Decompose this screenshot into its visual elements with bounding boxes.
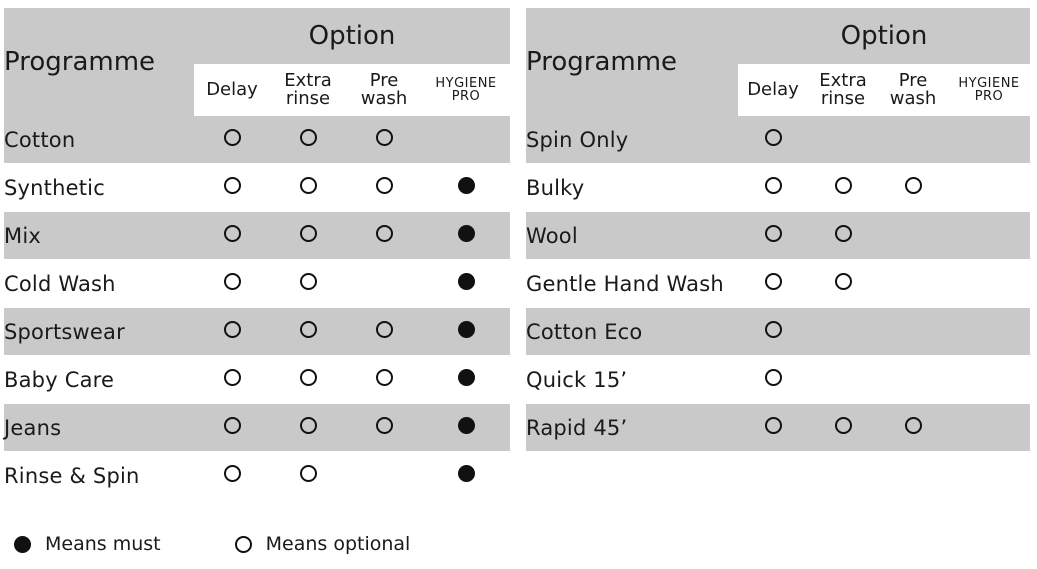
cell-extra-rinse	[270, 404, 346, 452]
open-circle-icon	[765, 177, 782, 194]
cell-extra-rinse	[270, 116, 346, 164]
cell-pre-wash	[878, 356, 948, 404]
open-circle-icon	[376, 129, 393, 146]
cell-pre-wash	[346, 116, 422, 164]
filled-circle-icon	[14, 536, 31, 553]
cell-delay	[194, 308, 270, 356]
programme-name: Spin Only	[526, 116, 738, 164]
cell-pre-wash	[346, 452, 422, 500]
cell-extra-rinse	[808, 356, 878, 404]
cell-delay	[194, 212, 270, 260]
cell-delay	[194, 404, 270, 452]
programme-name: Sportswear	[4, 308, 194, 356]
table-row	[4, 452, 510, 500]
cell-pre-wash	[346, 164, 422, 212]
table-row	[4, 404, 510, 452]
open-circle-icon	[300, 225, 317, 242]
table-row	[526, 212, 1030, 260]
cell-hygiene-pro	[422, 260, 510, 308]
legend-optional-label: Means optional	[265, 533, 411, 555]
table-row	[4, 308, 510, 356]
programme-name: Quick 15’	[526, 356, 738, 404]
programme-name: Cold Wash	[4, 260, 194, 308]
open-circle-icon	[224, 417, 241, 434]
legend-must-label: Means must	[45, 533, 161, 555]
table-row	[4, 164, 510, 212]
cell-extra-rinse	[270, 356, 346, 404]
cell-hygiene-pro	[948, 212, 1030, 260]
open-circle-icon	[235, 536, 252, 553]
open-circle-icon	[376, 417, 393, 434]
cell-pre-wash	[878, 164, 948, 212]
cell-extra-rinse	[808, 404, 878, 452]
option-header-extra-rinse: Extra rinse	[808, 64, 878, 116]
cell-delay	[194, 116, 270, 164]
open-circle-icon	[224, 465, 241, 482]
open-circle-icon	[224, 273, 241, 290]
cell-delay	[194, 164, 270, 212]
cell-delay	[738, 308, 808, 356]
table-row	[526, 260, 1030, 308]
open-circle-icon	[300, 321, 317, 338]
table-row	[4, 356, 510, 404]
filled-circle-icon	[458, 225, 475, 242]
open-circle-icon	[300, 177, 317, 194]
cell-extra-rinse	[808, 260, 878, 308]
open-circle-icon	[224, 321, 241, 338]
table-row	[526, 404, 1030, 452]
cell-delay	[738, 212, 808, 260]
filled-circle-icon	[458, 273, 475, 290]
cell-extra-rinse	[270, 452, 346, 500]
cell-pre-wash	[878, 308, 948, 356]
table-row	[4, 212, 510, 260]
cell-delay	[738, 164, 808, 212]
filled-circle-icon	[458, 177, 475, 194]
cell-hygiene-pro	[422, 356, 510, 404]
open-circle-icon	[224, 369, 241, 386]
open-circle-icon	[765, 321, 782, 338]
cell-extra-rinse	[808, 212, 878, 260]
open-circle-icon	[300, 273, 317, 290]
legend-must	[14, 533, 161, 555]
cell-hygiene-pro	[948, 308, 1030, 356]
open-circle-icon	[765, 225, 782, 242]
cell-extra-rinse	[270, 164, 346, 212]
table-header-top	[526, 8, 1030, 64]
programme-name: Jeans	[4, 404, 194, 452]
cell-hygiene-pro	[422, 116, 510, 164]
filled-circle-icon	[458, 321, 475, 338]
open-circle-icon	[765, 417, 782, 434]
left-programme-table	[4, 8, 510, 500]
cell-extra-rinse	[808, 116, 878, 164]
programme-name: Cotton Eco	[526, 308, 738, 356]
cell-delay	[194, 452, 270, 500]
open-circle-icon	[376, 369, 393, 386]
open-circle-icon	[835, 177, 852, 194]
programme-name: Cotton	[4, 116, 194, 164]
option-header-delay: Delay	[738, 64, 808, 116]
cell-pre-wash	[878, 404, 948, 452]
cell-hygiene-pro	[948, 164, 1030, 212]
cell-hygiene-pro	[422, 212, 510, 260]
open-circle-icon	[835, 225, 852, 242]
cell-hygiene-pro	[422, 164, 510, 212]
cell-pre-wash	[346, 404, 422, 452]
option-header-hygiene-pro: HYGIENE PRO	[422, 64, 510, 116]
cell-delay	[194, 356, 270, 404]
programme-name: Gentle Hand Wash	[526, 260, 738, 308]
option-header-pre-wash: Pre wash	[878, 64, 948, 116]
header-option: Option	[738, 8, 1030, 64]
open-circle-icon	[224, 225, 241, 242]
legend-optional	[235, 533, 411, 555]
table-row	[526, 308, 1030, 356]
cell-delay	[194, 260, 270, 308]
open-circle-icon	[300, 465, 317, 482]
open-circle-icon	[376, 321, 393, 338]
cell-hygiene-pro	[948, 356, 1030, 404]
legend	[14, 533, 410, 555]
right-programme-table	[526, 8, 1030, 452]
programme-name: Mix	[4, 212, 194, 260]
filled-circle-icon	[458, 465, 475, 482]
programme-name: Rinse & Spin	[4, 452, 194, 500]
cell-extra-rinse	[808, 164, 878, 212]
open-circle-icon	[300, 417, 317, 434]
open-circle-icon	[300, 129, 317, 146]
cell-pre-wash	[878, 116, 948, 164]
cell-pre-wash	[346, 212, 422, 260]
open-circle-icon	[835, 417, 852, 434]
open-circle-icon	[765, 369, 782, 386]
programme-name: Wool	[526, 212, 738, 260]
table-row	[526, 164, 1030, 212]
right-table-body	[526, 8, 1030, 452]
cell-delay	[738, 260, 808, 308]
cell-hygiene-pro	[948, 260, 1030, 308]
cell-extra-rinse	[270, 212, 346, 260]
table-row	[4, 260, 510, 308]
cell-delay	[738, 356, 808, 404]
cell-pre-wash	[878, 212, 948, 260]
option-header-hygiene-pro: HYGIENE PRO	[948, 64, 1030, 116]
open-circle-icon	[300, 369, 317, 386]
open-circle-icon	[376, 177, 393, 194]
cell-extra-rinse	[270, 260, 346, 308]
left-table-body	[4, 8, 510, 500]
header-programme: Programme	[526, 8, 738, 116]
open-circle-icon	[765, 273, 782, 290]
cell-hygiene-pro	[422, 404, 510, 452]
cell-hygiene-pro	[948, 116, 1030, 164]
table-row	[4, 116, 510, 164]
open-circle-icon	[224, 177, 241, 194]
programme-name: Synthetic	[4, 164, 194, 212]
programme-name: Baby Care	[4, 356, 194, 404]
option-header-pre-wash: Pre wash	[346, 64, 422, 116]
open-circle-icon	[905, 177, 922, 194]
cell-pre-wash	[346, 356, 422, 404]
cell-hygiene-pro	[422, 308, 510, 356]
cell-pre-wash	[878, 260, 948, 308]
option-header-delay: Delay	[194, 64, 270, 116]
table-row	[526, 116, 1030, 164]
table-header-top	[4, 8, 510, 64]
cell-pre-wash	[346, 308, 422, 356]
programme-name: Rapid 45’	[526, 404, 738, 452]
table-row	[526, 356, 1030, 404]
cell-extra-rinse	[808, 308, 878, 356]
open-circle-icon	[765, 129, 782, 146]
cell-extra-rinse	[270, 308, 346, 356]
filled-circle-icon	[458, 369, 475, 386]
header-option: Option	[194, 8, 510, 64]
cell-delay	[738, 404, 808, 452]
open-circle-icon	[905, 417, 922, 434]
header-programme: Programme	[4, 8, 194, 116]
programme-name: Bulky	[526, 164, 738, 212]
filled-circle-icon	[458, 417, 475, 434]
open-circle-icon	[376, 225, 393, 242]
open-circle-icon	[835, 273, 852, 290]
cell-hygiene-pro	[948, 404, 1030, 452]
cell-delay	[738, 116, 808, 164]
cell-hygiene-pro	[422, 452, 510, 500]
open-circle-icon	[224, 129, 241, 146]
cell-pre-wash	[346, 260, 422, 308]
option-header-extra-rinse: Extra rinse	[270, 64, 346, 116]
